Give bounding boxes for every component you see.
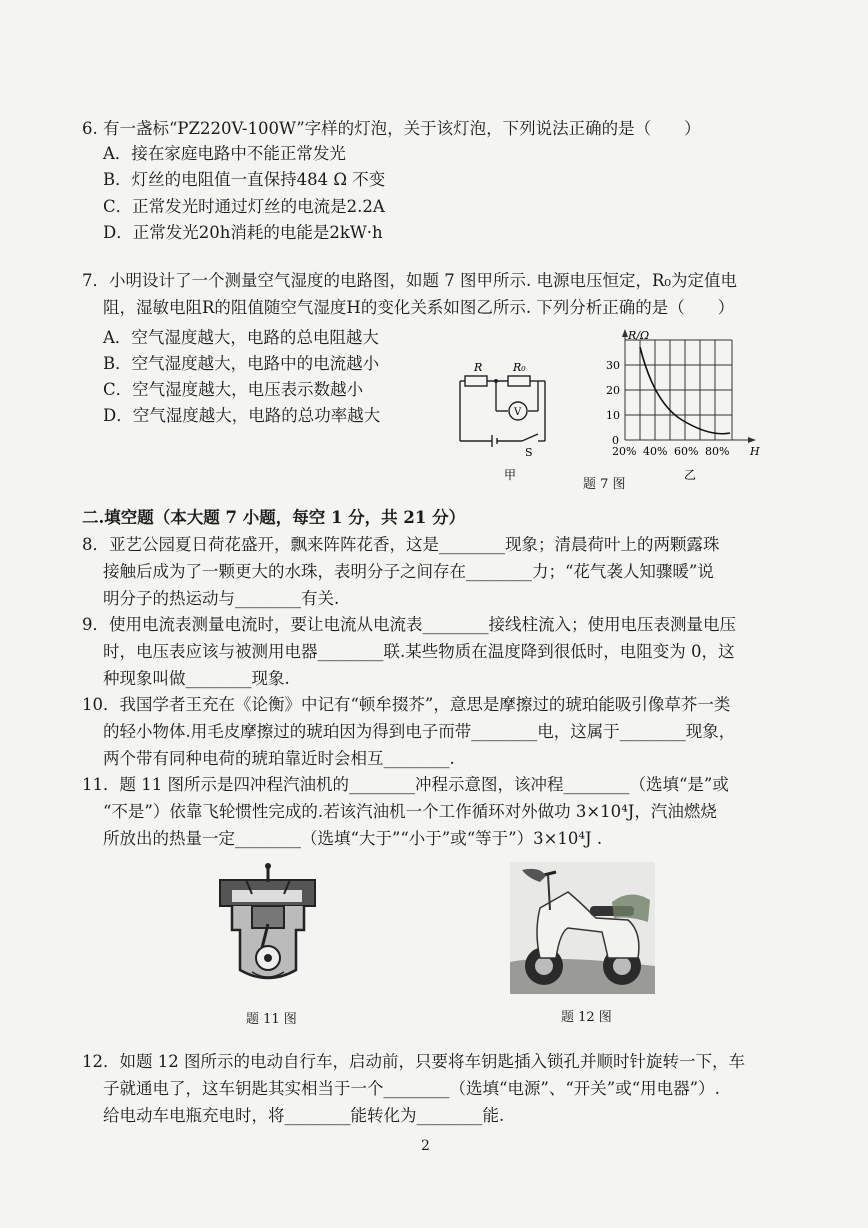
fig12-caption: 题 12 图 (561, 1010, 612, 1025)
q7-stem-line1: 7．小明设计了一个测量空气湿度的电路图，如题 7 图甲所示. 电源电压恒定，R₀为定值电 (82, 271, 738, 290)
q7-rh-graph (592, 325, 772, 490)
graph-xlabel: H (750, 445, 760, 458)
graph-xtick-80: 80% (705, 445, 730, 458)
graph-xtick-60: 60% (674, 445, 699, 458)
section2-heading: 二.填空题（本大题 7 小题，每空 1 分，共 21 分） (82, 508, 466, 527)
circuit-label-r: R (474, 361, 483, 374)
graph-ytick-20: 20 (606, 384, 620, 397)
fig11-caption: 题 11 图 (246, 1012, 297, 1027)
q12-line1: 12．如题 12 图所示的电动自行车，启动前，只要将车钥匙插入锁孔并顺时针旋转一下，车 (82, 1052, 745, 1071)
q10-line2: 的轻小物体.用毛皮摩擦过的琥珀因为得到电子而带________电，这属于________现象， (103, 722, 736, 741)
q10-line3: 两个带有同种电荷的琥珀靠近时会相互________. (103, 749, 455, 768)
q12-line2: 子就通电了，这车钥匙其实相当于一个________（选填“电源”、“开关”或“用电器”）. (103, 1079, 720, 1098)
q7-circuit-diagram (450, 355, 570, 485)
q6-option-b: B．灯丝的电阻值一直保持484 Ω 不变 (103, 170, 386, 189)
q8-line2: 接触后成为了一颗更大的水珠，表明分子之间存在________力；“花气袭人知骤暖”说 (103, 562, 714, 581)
graph-xtick-40: 40% (643, 445, 668, 458)
q12-line3: 给电动车电瓶充电时，将________能转化为________能. (103, 1106, 505, 1125)
graph-label-yi: 乙 (684, 468, 697, 482)
q11-line2: “不是”）依靠飞轮惯性完成的.若该汽油机一个工作循环对外做功 3×10⁴J，汽油燃烧 (103, 802, 717, 821)
q11-line1: 11．题 11 图所示是四冲程汽油机的________冲程示意图，该冲程________（选填“是”或 (82, 775, 729, 794)
fig11-engine-diagram (210, 860, 330, 990)
graph-ytick-0: 0 (612, 434, 619, 447)
graph-ytick-10: 10 (606, 409, 620, 422)
q7-option-a: A．空气湿度越大，电路的总电阻越大 (103, 328, 379, 347)
q11-line3: 所放出的热量一定________（选填“大于”“小于”或“等于”）3×10⁴J . (103, 829, 603, 848)
q7-option-d: D．空气湿度越大，电路的总功率越大 (103, 406, 381, 425)
q7-option-c: C．空气湿度越大，电压表示数越小 (103, 380, 364, 399)
fig7-caption: 题 7 图 (583, 477, 626, 492)
q6-option-c: C．正常发光时通过灯丝的电流是2.2A (103, 197, 385, 216)
q10-line1: 10．我国学者王充在《论衡》中记有“顿牟掇芥”，意思是摩擦过的琥珀能吸引像草芥一类 (82, 695, 731, 714)
circuit-label-r0: R₀ (513, 361, 526, 374)
graph-xtick-20: 20% (612, 445, 637, 458)
q9-line3: 种现象叫做________现象. (103, 669, 290, 688)
circuit-label-s: S (525, 446, 533, 459)
circuit-label-jia: 甲 (504, 468, 517, 482)
fig12-ebike-photo (510, 862, 655, 994)
q7-stem-line2: 阻，湿敏电阻R的阻值随空气湿度H的变化关系如图乙所示. 下列分析正确的是（ ） (103, 298, 735, 317)
q8-line3: 明分子的热运动与________有关. (103, 589, 340, 608)
q9-line2: 时，电压表应该与被测用电器________联.某些物质在温度降到很低时，电阻变为 0，这 (103, 642, 735, 661)
graph-ylabel: R/Ω (628, 329, 650, 342)
graph-ytick-30: 30 (606, 359, 620, 372)
page-number: 2 (421, 1138, 430, 1154)
q7-option-b: B．空气湿度越大，电路中的电流越小 (103, 354, 380, 373)
q6-option-d: D．正常发光20h消耗的电能是2kW·h (103, 223, 383, 242)
q6-option-a: A．接在家庭电路中不能正常发光 (103, 144, 346, 163)
circuit-label-v: V (514, 407, 522, 418)
q6-stem: 6. 有一盏标“PZ220V-100W”字样的灯泡，关于该灯泡，下列说法正确的是（ ） (82, 119, 701, 138)
q8-line1: 8．亚艺公园夏日荷花盛开，飘来阵阵花香，这是________现象；清晨荷叶上的两颗露珠 (82, 535, 720, 554)
q9-line1: 9．使用电流表测量电流时，要让电流从电流表________接线柱流入；使用电压表测量电压 (82, 615, 736, 634)
